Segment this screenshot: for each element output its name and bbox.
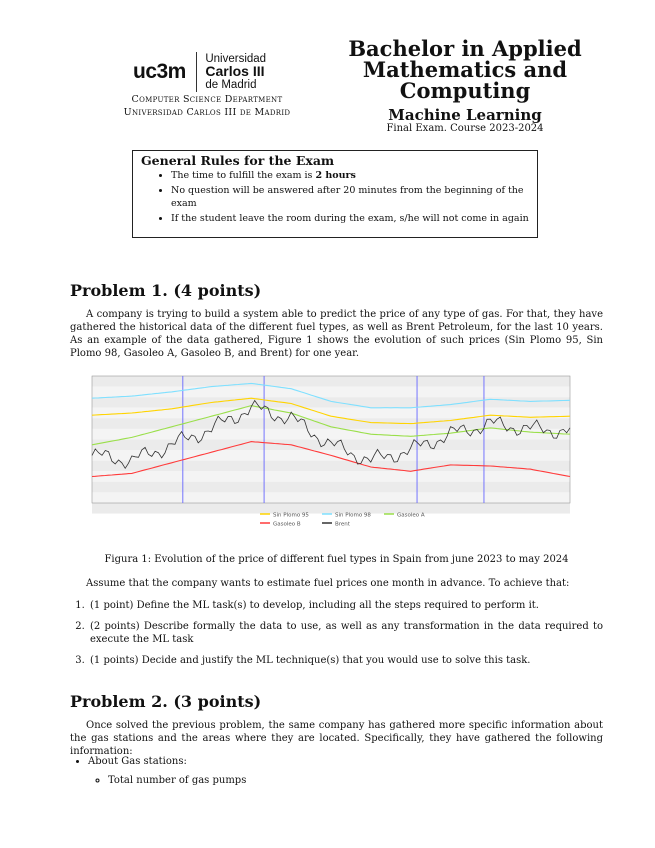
fuel-price-chart [70,368,590,530]
title-line2: Mathematics and [362,57,568,82]
logo-line1: Universidad [205,53,267,65]
grid-band [92,397,570,408]
question-3: 3. (1 points) Decide and justify the ML technique(s) that you would use to solve this task. [88,654,603,667]
questions-list [70,599,603,675]
logo-line2: Carlos III [205,63,265,79]
question-2: 2. (2 points) Describe formally the data to use, as well as any transformation in the data required to execute the ML task [88,620,603,646]
university-logo [133,52,266,92]
page-title [345,38,585,101]
rule1-text: The time to fulfill the exam is [171,170,316,181]
legend-label: Gasoleo B [273,521,301,528]
assume-text: Assume that the company wants to estimate fuel prices one month in advance. To achieve that: [86,578,570,589]
problem2-heading: Problem 2. (3 points) [70,692,262,711]
list-item [88,755,603,787]
logo-divider [196,52,198,92]
grid-band [92,387,570,398]
problem2-list [70,755,603,787]
grid-band [92,492,570,503]
grid-band [92,376,570,387]
logo-line3: de Madrid [205,79,257,91]
figure-caption: Figura 1: Evolution of the price of different fuel types in Spain from june 2023 to may 2024 [104,554,569,565]
rules-list [141,169,529,225]
grid-band [92,461,570,472]
problem1-intro: A company is trying to build a system able to predict the price of any type of gas. For that, they have gathered the historical data of the different fuel types, as well as Brent Petroleum, for the last 10 years. As an example of the data gathered, Figure 1 shows the evolution of such prices (Sin Plomo 95, Sin Plomo 98, Gasoleo A, Gasoleo B, and Brent) for one year. [70,309,603,359]
legend-label: Sin Plomo 95 [273,512,309,519]
title-line1: Bachelor in Applied [348,36,582,61]
legend-label: Sin Plomo 98 [335,512,371,519]
grid-band [92,440,570,451]
rules-box [132,150,538,238]
bullet-gas-stations: About Gas stations: [88,756,187,767]
department-line: Computer Science Department [131,94,283,105]
legend-label: Brent [335,521,350,528]
grid-band [92,482,570,493]
grid-band [92,471,570,482]
title-line3: Computing [399,78,531,103]
legend-label: Gasoleo A [397,512,425,519]
rule-item: • If the student leave the room during the exam, s/he will not come in again [171,212,529,225]
question-1: 1. (1 point) Define the ML task(s) to develop, including all the steps required to perform it. [88,599,603,612]
list-item: ◦ Total number of gas pumps [108,774,603,787]
rules-title: General Rules for the Exam [141,153,335,168]
exam-name: Final Exam. Course 2023-2024 [386,123,544,134]
rule-item [171,169,529,182]
university-line: Universidad Carlos III de Madrid [123,107,291,118]
grid-band [92,503,570,514]
rule-item: • No question will be answered after 20 minutes from the beginning of the exam [171,184,529,210]
rule1-bold: 2 hours [315,170,356,181]
problem1-heading: Problem 1. (4 points) [70,281,262,300]
chart-grid [92,376,570,514]
logo-text [205,53,266,91]
course-name: Machine Learning [388,106,542,124]
problem2-intro: Once solved the previous problem, the same company has gathered more specific information about the gas stations and the areas where they are located. Specifically, they have gathered the following information: [70,720,603,757]
logo-short: uc3m [133,60,186,83]
grid-band [92,429,570,440]
